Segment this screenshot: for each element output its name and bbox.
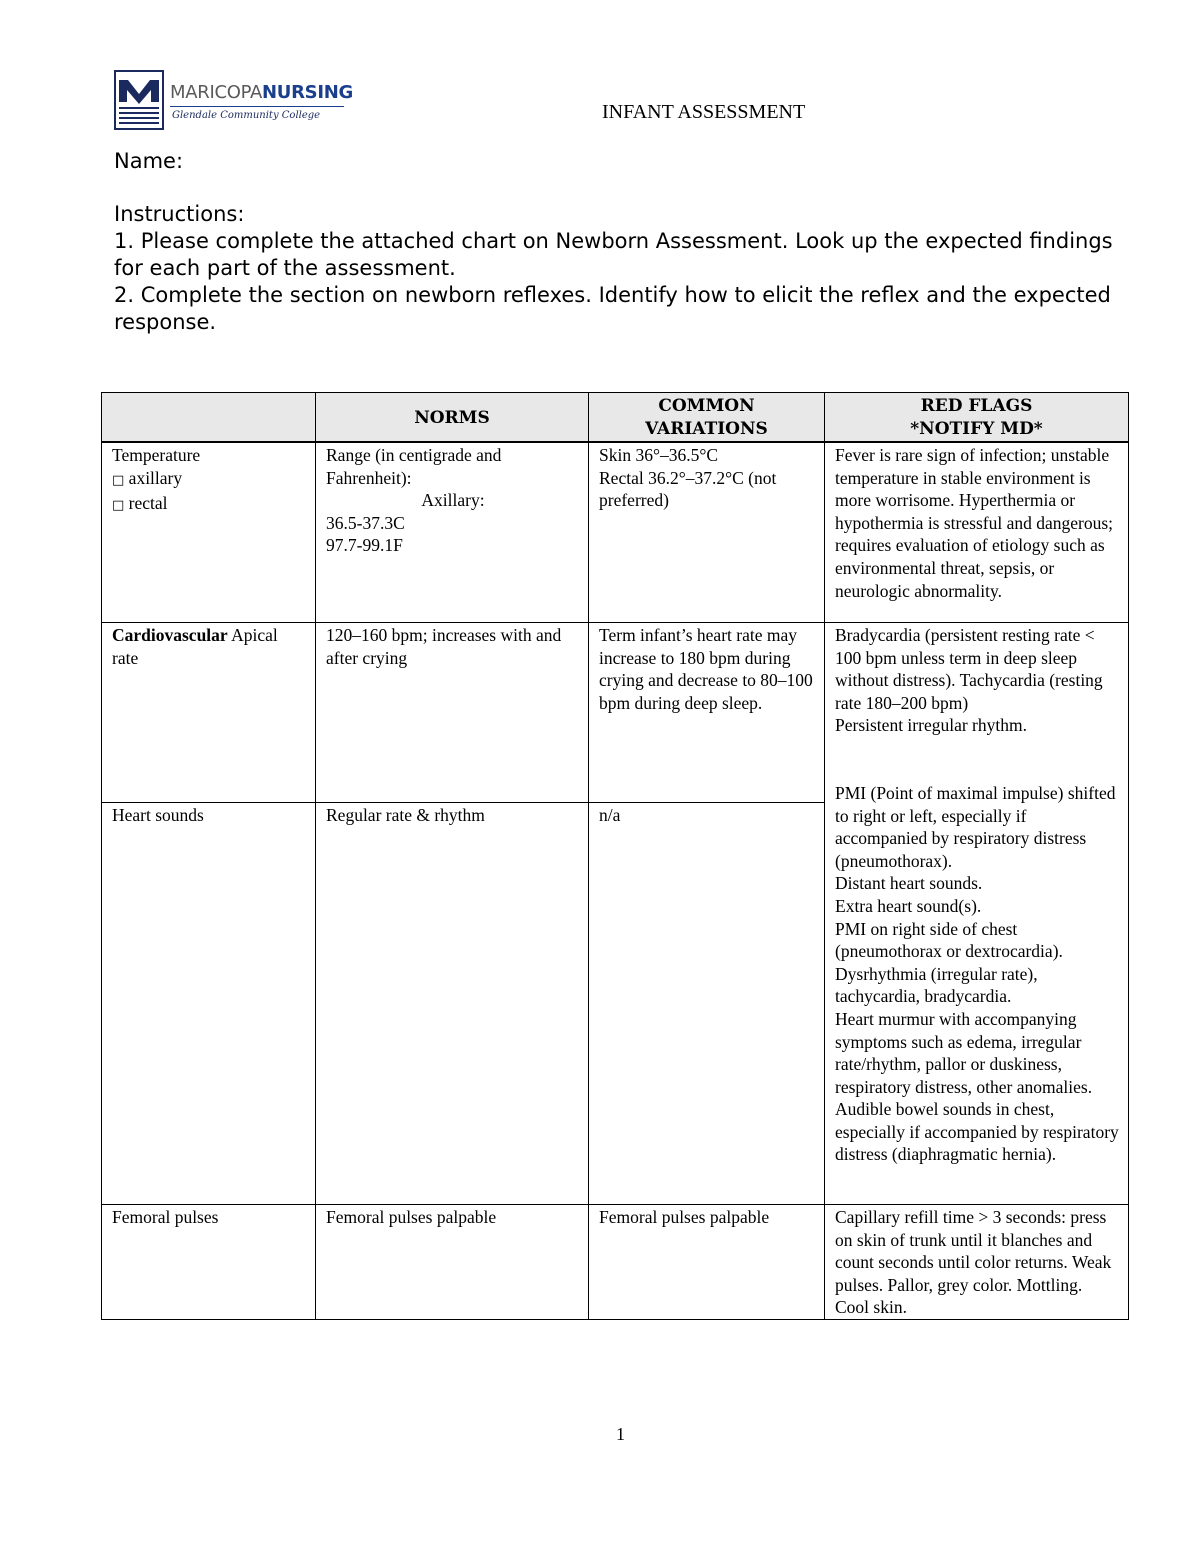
femoral-norms-cell: Femoral pulses palpable <box>316 1205 589 1320</box>
name-label: Name: <box>114 149 184 173</box>
table-row <box>102 442 1129 623</box>
temperature-flags-cell: Fever is rare sign of infection; unstable temperature in stable environment is more worrisome. Hyperthermia or hypothermia is stressful and dangerous; requires evaluation of etiology such as environmental threat, sepsis, or neurologic abnormality. <box>825 442 1129 623</box>
cardio-variations-cell: Term infant’s heart rate may increase to 180 bpm during crying and decrease to 80–100 bpm during deep sleep. <box>589 623 825 803</box>
instructions-heading: Instructions: <box>114 202 245 226</box>
logo-wordmark: MARICOPANURSING <box>170 82 353 103</box>
college-logo <box>114 70 353 132</box>
femoral-variations-cell: Femoral pulses palpable <box>589 1205 825 1320</box>
cardio-norms-cell: 120–160 bpm; increases with and after crying <box>316 623 589 803</box>
temperature-norms-cell: Range (in centigrade and Fahrenheit): Axillary: 36.5-37.3C 97.7-99.1F <box>316 442 589 623</box>
instructions-block <box>114 201 1124 336</box>
temperature-variations-cell: Skin 36°–36.5°C Rectal 36.2°–37.2°C (not preferred) <box>589 442 825 623</box>
assessment-table <box>101 392 1129 1320</box>
heart-label-cell: Heart sounds <box>102 803 316 1205</box>
table-row <box>102 1205 1129 1320</box>
header-blank <box>102 393 316 443</box>
instruction-item-1: 1. Please complete the attached chart on Newborn Assessment. Look up the expected findings for each part of the assessment. <box>114 229 1113 280</box>
table-row <box>102 623 1129 803</box>
cardio-label-cell: Cardiovascular Apical rate <box>102 623 316 803</box>
logo-subtitle: Glendale Community College <box>172 110 321 121</box>
cardio-heart-flags-cell: Bradycardia (persistent resting rate < 100 bpm unless term in deep sleep without distress). Tachycardia (resting rate 180–200 bpm) Persistent irregular rhythm. PMI (Point of maximal impulse) shifted to right or left, especially if accompanied by respiratory distress (pneumothorax). Distant heart sounds. Extra heart sound(s). PMI on right side of chest (pneumothorax or dextrocardia). Dysrhythmia (irregular rate), tachycardia, bradycardia. Heart murmur with accompanying symptoms such as edema, irregular rate/rhythm, pallor or duskiness, respiratory distress, other anomalies. Audible bowel sounds in chest, especially if accompanied by respiratory distress (diaphragmatic hernia). <box>825 623 1129 1205</box>
checkbox-icon[interactable]: □ <box>112 472 125 488</box>
femoral-flags-cell: Capillary refill time > 3 seconds: press on skin of trunk until it blanches and count seconds until color returns. Weak pulses. Pallor, grey color. Mottling. Cool skin. <box>825 1205 1129 1320</box>
femoral-label-cell: Femoral pulses <box>102 1205 316 1320</box>
header-red-flags: RED FLAGS *NOTIFY MD* <box>825 393 1129 443</box>
page-title: INFANT ASSESSMENT <box>602 101 806 123</box>
heart-norms-cell: Regular rate & rhythm <box>316 803 589 1205</box>
checkbox-icon[interactable]: □ <box>112 498 125 514</box>
header-norms: NORMS <box>316 393 589 443</box>
page-number: 1 <box>616 1424 625 1444</box>
temperature-label-cell: Temperature □ axillary □ rectal <box>102 442 316 623</box>
instruction-item-2: 2. Complete the section on newborn reflexes. Identify how to elicit the reflex and the expected response. <box>114 283 1111 334</box>
table-header-row <box>102 393 1129 443</box>
heart-variations-cell: n/a <box>589 803 825 1205</box>
maricopa-m-icon <box>114 70 164 130</box>
logo-divider <box>170 106 344 107</box>
header-variations: COMMON VARIATIONS <box>589 393 825 443</box>
